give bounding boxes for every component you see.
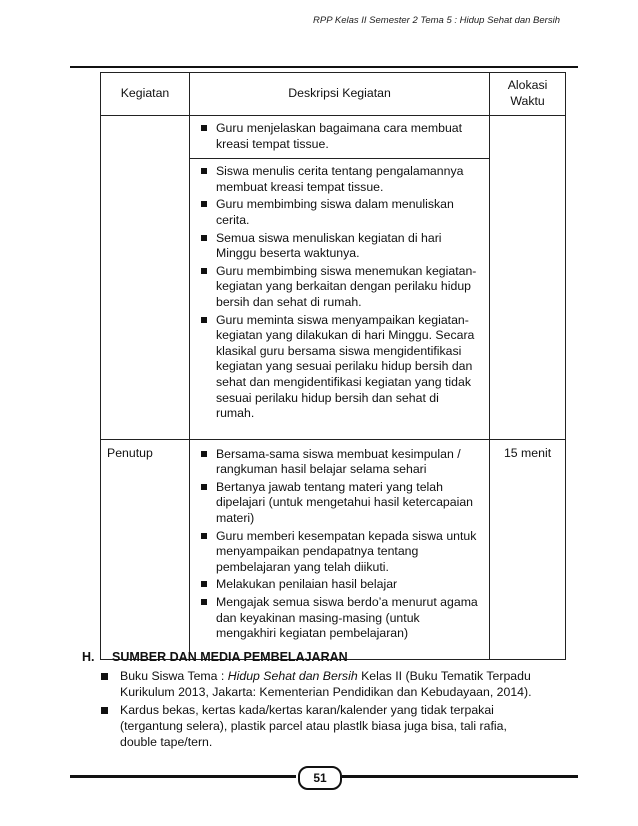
bullet-text: Siswa menulis cerita tentang pengalamannya membuat kreasi tempat tissue.	[215, 164, 464, 194]
list-item	[95, 702, 545, 750]
bullet-text: Guru menjelaskan bagaimana cara membuat kreasi tempat tissue.	[215, 121, 463, 151]
page-number: 51	[298, 766, 342, 790]
table-header-row	[101, 73, 566, 116]
continued-phase-cell	[101, 116, 190, 440]
list-item	[197, 264, 480, 311]
alloc-penutup: 15 menit	[490, 439, 566, 659]
phase-penutup: Penutup	[101, 439, 190, 659]
bullet-square-icon	[201, 484, 207, 490]
list-item	[197, 313, 480, 422]
header-kegiatan: Kegiatan	[101, 73, 190, 116]
bullet-text: Mengajak semua siswa berdo’a menurut agama dan keyakinan masing-masing (untuk mengakhiri kegiatan pembelajaran)	[215, 595, 478, 641]
bullet-square-icon	[101, 673, 108, 680]
continued-desc-cell-b	[189, 159, 489, 440]
bullet-square-icon	[201, 533, 207, 539]
bullet-square-icon	[201, 581, 207, 587]
bullet-text: Semua siswa menuliskan kegiatan di hari Minggu beserta waktunya.	[215, 230, 442, 261]
list-item	[197, 164, 480, 195]
list-item	[197, 447, 480, 478]
bullet-square-icon	[201, 451, 207, 457]
table-row-penutup	[101, 439, 566, 659]
list-item	[95, 668, 545, 700]
table-row-continued-a	[101, 116, 566, 159]
list-item	[197, 121, 480, 152]
list-item	[197, 529, 480, 576]
penutup-desc-cell	[189, 439, 489, 659]
bullet-square-icon	[101, 707, 108, 714]
footer-rule-left	[70, 775, 296, 778]
resource-text-pre: Buku Siswa Tema :	[120, 669, 228, 683]
header-alokasi	[490, 73, 566, 116]
continued-alloc-cell	[490, 116, 566, 440]
bullet-text: Guru membimbing siswa dalam menuliskan cerita.	[215, 197, 454, 227]
resource-list	[95, 668, 545, 752]
list-item	[197, 480, 480, 527]
header-deskripsi: Deskripsi Kegiatan	[189, 73, 489, 116]
bullet-square-icon	[201, 125, 207, 131]
bullet-square-icon	[201, 599, 207, 605]
running-header: RPP Kelas II Semester 2 Tema 5 : Hidup Sehat dan Bersih	[313, 15, 560, 26]
list-item	[197, 231, 480, 262]
continued-desc-cell-a	[189, 116, 489, 159]
bullet-square-icon	[201, 317, 207, 323]
list-item	[197, 595, 480, 642]
resource-text-post: Kelas II (Buku Tematik Terpadu Kurikulum 2013, Jakarta: Kementerian Pendidikan dan Kebudayaan, 2014).	[120, 669, 532, 699]
bullet-text: Bersama-sama siswa membuat kesimpulan / rangkuman hasil belajar selama sehari	[215, 446, 461, 477]
section-number: H.	[82, 650, 95, 664]
header-alokasi-line2: Waktu	[510, 94, 545, 108]
section-heading	[82, 650, 348, 664]
activity-table	[100, 72, 566, 660]
bullet-square-icon	[201, 201, 207, 207]
bullet-text: Guru memberi kesempatan kepada siswa untuk menyampaikan pendapatnya tentang pembelajaran yang telah diikuti.	[215, 528, 477, 574]
bullet-text: Guru meminta siswa menyampaikan kegiatan-kegiatan yang dilakukan di hari Minggu. Secara klasikal guru bersama siswa mengidentifikasi kegiatan yang sesuai perilaku hidup bersih dan sehat dan mengidentifikasi kegiatan yang tidak sesuai perilaku hidup bersih dan sehat di rumah.	[215, 312, 475, 421]
bullet-text: Guru membimbing siswa menemukan kegiatan-kegiatan yang berkaitan dengan perilaku hidup bersih dan sehat di rumah.	[215, 263, 477, 309]
list-item	[197, 577, 480, 593]
bullet-square-icon	[201, 268, 207, 274]
footer-rule-right	[342, 775, 578, 778]
resource-book-title: Hidup Sehat dan Bersih	[227, 669, 358, 683]
header-rule	[70, 66, 578, 68]
list-item	[197, 197, 480, 228]
bullet-text: Melakukan penilaian hasil belajar	[215, 577, 398, 592]
bullet-square-icon	[201, 235, 207, 241]
section-title: SUMBER DAN MEDIA PEMBELAJARAN	[112, 650, 348, 664]
header-alokasi-line1: Alokasi	[507, 78, 548, 93]
resource-text-pre: Kardus bekas, kertas kada/kertas karan/kalender yang tidak terpakai (tergantung selera), plastik parcel atau plastlk biasa juga bisa, tali rafia, double tape/tern.	[120, 703, 507, 749]
bullet-text: Bertanya jawab tentang materi yang telah dipelajari (untuk mengetahui hasil ketercapaian materi)	[215, 479, 474, 526]
bullet-square-icon	[201, 168, 207, 174]
